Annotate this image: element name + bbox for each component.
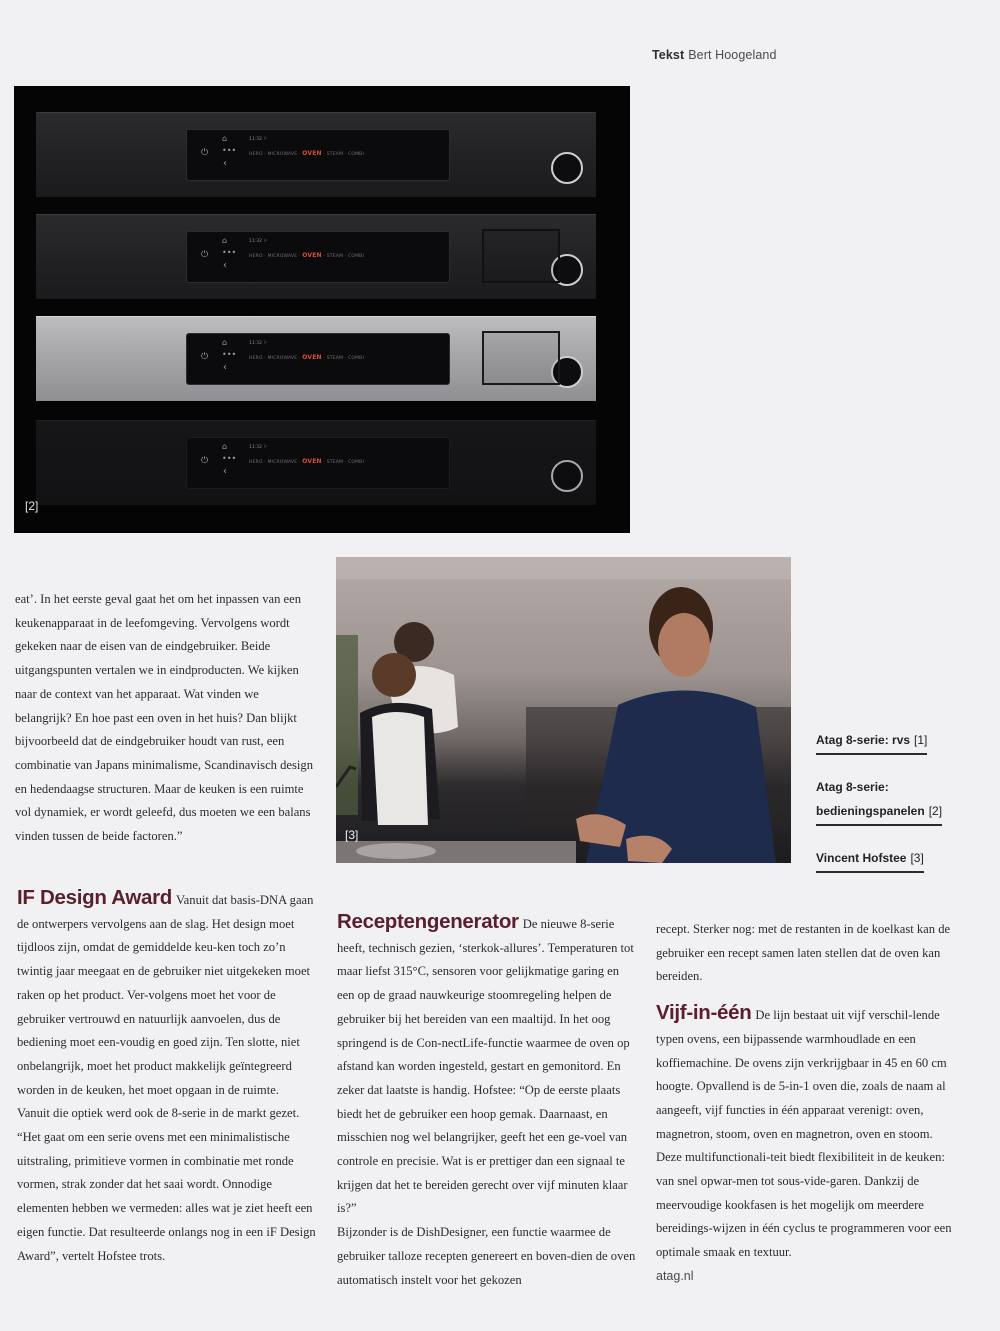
section-paragraph: Bijzonder is de DishDesigner, een functie waarmee de gebruiker talloze recepten genereert en boven-dien de oven automatisch instelt voor het gekozen bbox=[337, 1225, 636, 1287]
intro-column bbox=[15, 588, 315, 849]
panel-time: 11:32 ⚐ bbox=[249, 137, 268, 142]
section-paragraph: Vanuit die optiek werd ook de 8-serie in de markt gezet. “Het gaat om een serie ovens met een minimalistische uitstraling, primitieve vormen in combinatie met ronde vormen, strak zonder dat het saai wordt. Onnodige elementen hebben we vermeden: alles wat je ziet heeft een eigen functie. Dat resulteerde onlangs nog in een iF Design Award”, vertelt Hofstee trots. bbox=[17, 1106, 316, 1263]
caption-number: [1] bbox=[914, 733, 928, 747]
photo-number: [3] bbox=[345, 828, 359, 842]
oven-photo bbox=[14, 86, 630, 533]
section-heading: Receptengenerator bbox=[337, 910, 519, 933]
intro-paragraph: recept. Sterker nog: met de restanten in de koelkast kan de gebruiker een recept samen laten stellen dat de oven kan bereiden. bbox=[656, 922, 951, 984]
oven-window bbox=[482, 229, 560, 283]
section-paragraph: Receptengenerator De nieuwe 8-serie heeft, technisch gezien, ‘sterkok-allures’. Temperaturen tot maar liefst 315°C, sensoren voor gelijkmatige garing en een op de graad nauwkeurige stoomregeling helpen de gebruiker bij het bereiden van een maaltijd. In het oog springend is de Con-nectLife-functie waarmee de oven op afstand kan worden ingesteld, gestart en gemonitord. En zeker dat laatste is handig. Hofstee: “Op de eerste plaats biedt het de gebruiker een hoop gemak. Daarnaast, en misschien nog wel belangrijker, geeft het een ge-voel van controle en precisie. Wat is er prettiger dan een signaal te krijgen dat het te bereiden gerecht over vijf minuten klaar is?” bbox=[337, 910, 634, 1216]
panel-modes: HERO · MICROWAVE · OVEN · STEAM · COMBI bbox=[249, 458, 364, 465]
more-icon: ••• bbox=[222, 248, 237, 257]
credit-author: Bert Hoogeland bbox=[688, 48, 777, 62]
control-knob bbox=[551, 152, 583, 184]
back-icon: ‹ bbox=[223, 466, 227, 477]
panel-time: 11:32 ⚐ bbox=[249, 445, 268, 450]
back-icon: ‹ bbox=[223, 158, 227, 169]
chef-photo bbox=[336, 557, 791, 863]
power-icon: ⏻ bbox=[201, 456, 209, 466]
oven-unit bbox=[36, 112, 596, 197]
oven-unit bbox=[36, 420, 596, 505]
home-icon: ⌂ bbox=[222, 338, 228, 347]
caption-number: [3] bbox=[910, 851, 924, 865]
oven-unit bbox=[36, 214, 596, 299]
caption-text-line1: Atag 8-serie: bbox=[816, 780, 889, 794]
control-panel bbox=[186, 231, 450, 283]
column-2 bbox=[337, 910, 637, 1292]
panel-time: 11:32 ⚐ bbox=[249, 341, 268, 346]
panel-time: 11:32 ⚐ bbox=[249, 239, 268, 244]
oven-unit-steel bbox=[36, 316, 596, 401]
credit-label: Tekst bbox=[652, 48, 685, 62]
column-3 bbox=[656, 918, 954, 1289]
section-heading: IF Design Award bbox=[17, 886, 172, 909]
section-paragraph: Vijf-in-één De lijn bestaat uit vijf verschil-lende typen ovens, een bijpassende warmhoudlade en een koffiemachine. De ovens zijn verkrijgbaar in 45 en 60 cm hoogte. Opvallend is de 5-in-1 oven die, zoals de naam al aangeeft, vijf functies in één apparaat verenigt: oven, magnetron, stoom, oven en magnetron, oven en stoom. Deze multifunctionali-teit biedt flexibiliteit in de keuken: van snel opwar-men tot sous-vide-garen. Dankzij de meervoudige kookfasen is het mogelijk om meerdere bereidings-wijzen in één cyclus te programmeren voor een optimale smaak en textuur. bbox=[656, 1001, 952, 1260]
home-icon: ⌂ bbox=[222, 236, 228, 245]
home-icon: ⌂ bbox=[222, 442, 228, 451]
photo-number: [2] bbox=[25, 499, 39, 513]
home-icon: ⌂ bbox=[222, 134, 228, 143]
website-link[interactable]: atag.nl bbox=[656, 1268, 694, 1283]
more-icon: ••• bbox=[222, 350, 237, 359]
intro-paragraph: eat’. In het eerste geval gaat het om het inpassen van een keukenapparaat in de leefomgeving. Vervolgens wordt gekeken naar de eisen van de eindgebruiker. Beide uitgangspunten vertalen we in eindproducten. We kijken naar de context van het apparaat. Wat vinden we belangrijk? En hoe past een oven in het huis? Dan blijkt bijvoorbeeld dat de eindgebruiker houdt van rust, een combinatie van Japans minimalisme, Scandinavisch design en hedendaagse structuren. Maar de keuken is een ruimte vol dynamiek, er wordt geleefd, dus moeten we een balans vinden tussen de beide factoren.” bbox=[15, 592, 313, 844]
control-panel bbox=[186, 129, 450, 181]
panel-modes: HERO · MICROWAVE · OVEN · STEAM · COMBI bbox=[249, 252, 364, 259]
chef-photo-illustration bbox=[336, 557, 791, 863]
caption-number: [2] bbox=[928, 804, 943, 818]
power-icon: ⏻ bbox=[201, 352, 209, 362]
caption-3 bbox=[816, 846, 924, 873]
column-1 bbox=[17, 886, 317, 1268]
caption-text-line2: bedieningspanelen bbox=[816, 804, 925, 818]
control-panel bbox=[186, 333, 450, 385]
more-icon: ••• bbox=[222, 454, 237, 463]
power-icon: ⏻ bbox=[201, 148, 209, 158]
more-icon: ••• bbox=[222, 146, 237, 155]
author-credit bbox=[652, 48, 777, 62]
section-paragraph: IF Design Award Vanuit dat basis-DNA gaan de ontwerpers vervolgens aan de slag. Het design moet tijdloos zijn, omdat de gemiddelde keu-ken toch zo’n twintig jaar meegaat en de gebruiker niet uitgekeken moet raken op het product. Ver-volgens moet het voor de gebruiker vertrouwd en natuurlijk aanvoelen, dus de bediening moet een-voudig en goed zijn. Ten slotte, niet onbelangrijk, moet het product makkelijk geïntegreerd worden in de keuken, het moet opgaan in de ruimte. bbox=[17, 886, 314, 1097]
control-panel bbox=[186, 437, 450, 489]
panel-modes: HERO · MICROWAVE · OVEN · STEAM · COMBI bbox=[249, 150, 364, 157]
section-heading: Vijf-in-één bbox=[656, 1001, 752, 1025]
caption-text: Atag 8-serie: rvs bbox=[816, 733, 911, 747]
oven-window bbox=[482, 331, 560, 385]
caption-text: Vincent Hofstee bbox=[816, 851, 907, 865]
caption-2 bbox=[816, 775, 942, 826]
panel-modes: HERO · MICROWAVE · OVEN · STEAM · COMBI bbox=[249, 354, 364, 361]
back-icon: ‹ bbox=[223, 362, 227, 373]
control-knob bbox=[551, 460, 583, 492]
power-icon: ⏻ bbox=[201, 250, 209, 260]
caption-1 bbox=[816, 728, 927, 755]
back-icon: ‹ bbox=[223, 260, 227, 271]
